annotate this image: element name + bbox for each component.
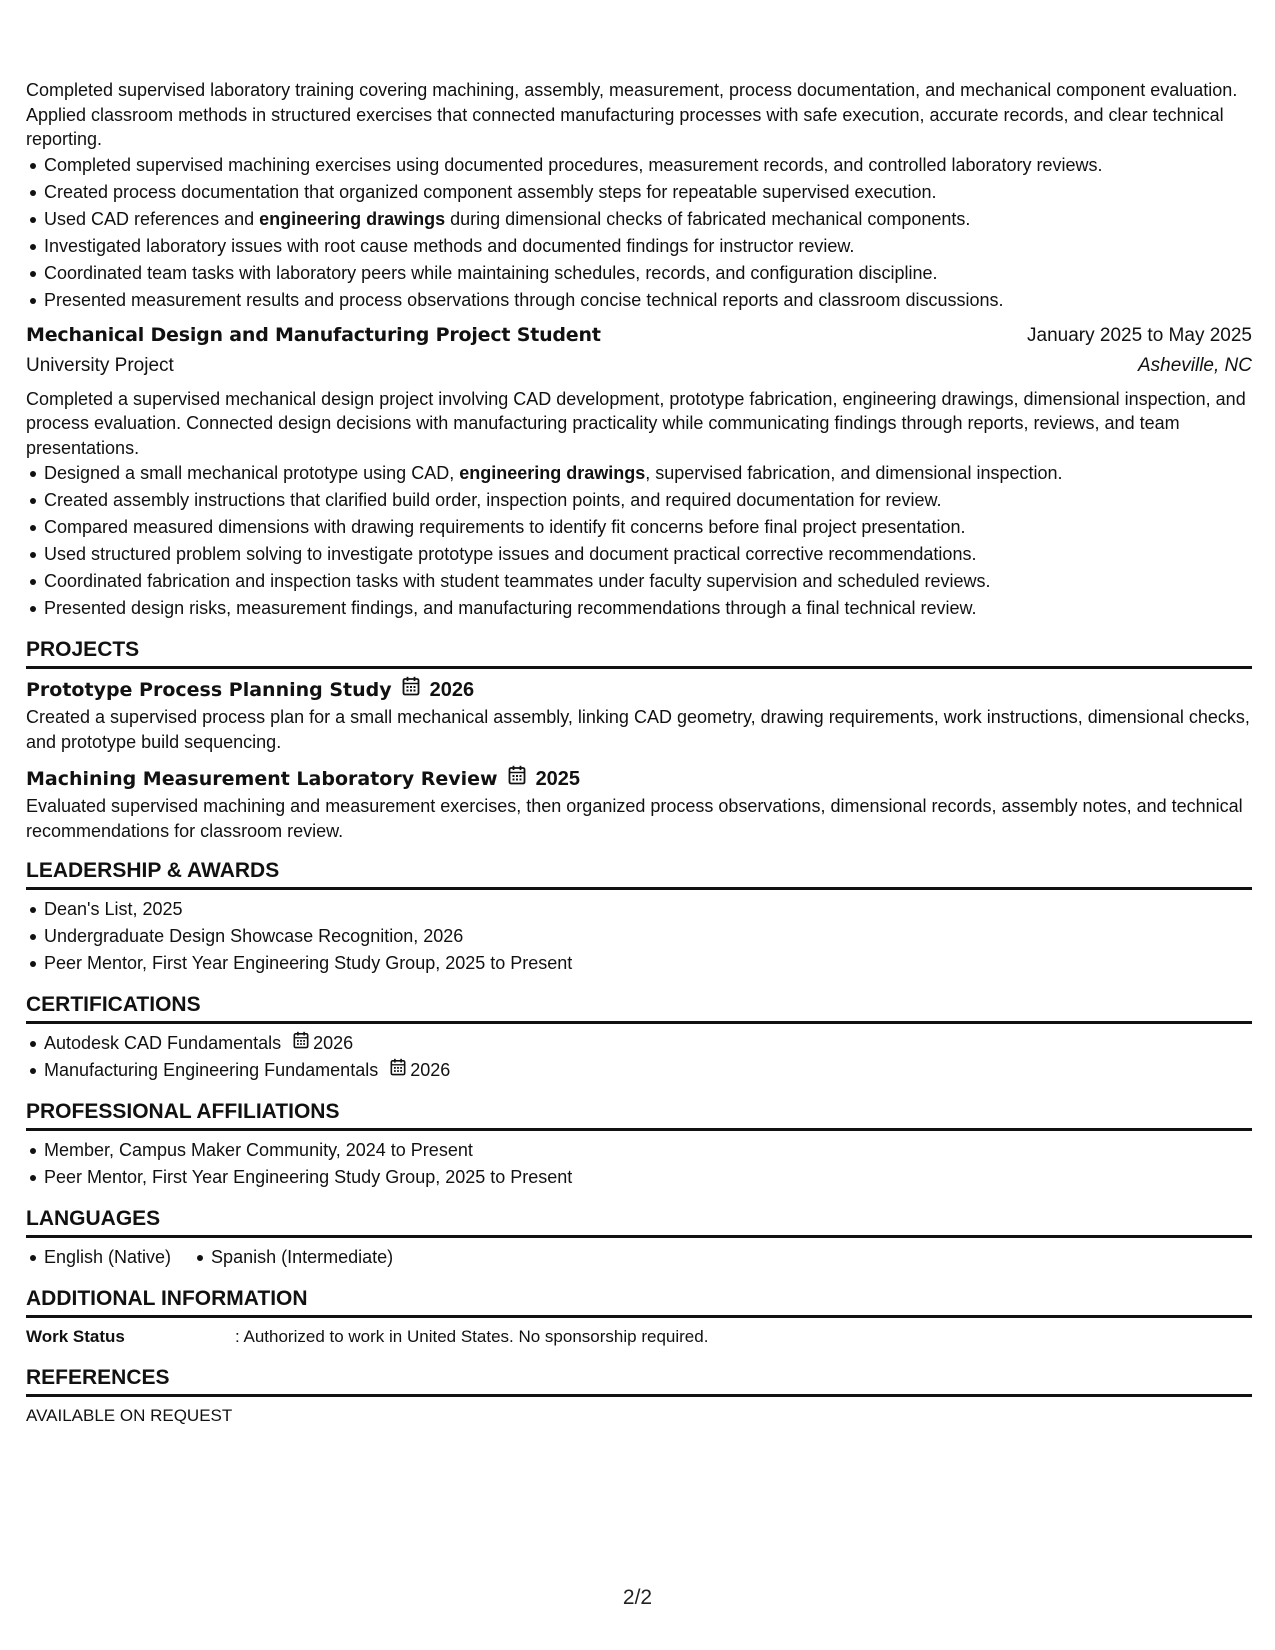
- affiliations-section: [26, 1098, 1252, 1191]
- project-name: Prototype Process Planning Study: [26, 679, 392, 701]
- affiliations-list: [26, 1137, 1252, 1191]
- work-status-value: : Authorized to work in United States. No sponsorship required.: [235, 1327, 709, 1346]
- text-segment: Designed a small mechanical prototype using CAD,: [44, 463, 460, 483]
- section-title: LANGUAGES: [26, 1205, 1252, 1238]
- list-item: Investigated laboratory issues with root cause methods and documented findings for instructor review.: [26, 233, 1252, 260]
- list-item: [26, 1030, 1252, 1057]
- project-name: Machining Measurement Laboratory Review: [26, 768, 498, 790]
- leadership-section: [26, 857, 1252, 977]
- lab-training-summary: Completed supervised laboratory training covering machining, assembly, measurement, process documentation, and mechanical component evaluation. Applied classroom methods in structured exercises that connected manufacturing processes with safe execution, accurate records, and clear technical reporting.: [26, 80, 1238, 149]
- list-item: Completed supervised machining exercises using documented procedures, measurement records, and controlled laboratory reviews.: [26, 152, 1252, 179]
- page-number: 2/2: [622, 1586, 653, 1609]
- text-segment: during dimensional checks of fabricated mechanical components.: [445, 208, 971, 229]
- list-item: Created process documentation that organized component assembly steps for repeatable supervised execution.: [26, 179, 1252, 206]
- list-item: [26, 206, 1252, 233]
- list-item: [26, 460, 1252, 487]
- bold-keyword: engineering drawings: [459, 463, 646, 483]
- list-item: Presented measurement results and process observations through concise technical reports and classroom discussions.: [26, 287, 1252, 314]
- certification-year: 2026: [410, 1060, 451, 1080]
- project-description: Evaluated supervised machining and measurement exercises, then organized process observations, dimensional records, assembly notes, and technical recommendations for classroom review.: [26, 796, 1243, 841]
- section-title: CERTIFICATIONS: [26, 991, 1252, 1024]
- lab-training-bullets: [26, 152, 1252, 314]
- role-title: Mechanical Design and Manufacturing Project Student: [26, 323, 601, 346]
- certification-name: Manufacturing Engineering Fundamentals: [44, 1060, 379, 1080]
- lab-training-block: [26, 78, 1252, 314]
- project-header: [26, 764, 1252, 794]
- calendar-icon: [508, 764, 526, 794]
- role-dates: January 2025 to May 2025: [1027, 324, 1252, 346]
- calendar-icon: [293, 1030, 309, 1057]
- calendar-icon: [390, 1057, 406, 1084]
- project-year: 2025: [535, 768, 581, 790]
- references-section: [26, 1364, 1252, 1429]
- work-status-row: [26, 1324, 1252, 1350]
- role-organization: University Project: [26, 354, 174, 376]
- section-title: PROJECTS: [26, 636, 1252, 669]
- list-item: Presented design risks, measurement findings, and manufacturing recommendations through a final technical review.: [26, 595, 1252, 622]
- section-title: ADDITIONAL INFORMATION: [26, 1285, 1252, 1318]
- certifications-section: [26, 991, 1252, 1084]
- work-status-label: Work Status: [26, 1327, 125, 1346]
- project-year: 2026: [429, 679, 475, 701]
- section-title: PROFESSIONAL AFFILIATIONS: [26, 1098, 1252, 1131]
- project-description: Created a supervised process plan for a small mechanical assembly, linking CAD geometry, drawing requirements, work instructions, dimensional checks, and prototype build sequencing.: [26, 707, 1250, 752]
- list-item: Member, Campus Maker Community, 2024 to Present: [26, 1137, 1252, 1164]
- certification-year: 2026: [313, 1033, 354, 1053]
- list-item: Peer Mentor, First Year Engineering Study Group, 2025 to Present: [26, 950, 1252, 977]
- role-header: [26, 320, 1252, 351]
- additional-info-section: [26, 1285, 1252, 1350]
- bold-keyword: engineering drawings: [259, 208, 446, 229]
- section-title: REFERENCES: [26, 1364, 1252, 1397]
- list-item: Dean's List, 2025: [26, 896, 1252, 923]
- role-bullets: [26, 460, 1252, 622]
- list-item: Undergraduate Design Showcase Recognition, 2026: [26, 923, 1252, 950]
- text-segment: , supervised fabrication, and dimensional inspection.: [645, 463, 1063, 483]
- certifications-list: [26, 1030, 1252, 1084]
- list-item: Coordinated team tasks with laboratory peers while maintaining schedules, records, and configuration discipline.: [26, 260, 1252, 287]
- text-segment: Used CAD references and: [44, 208, 260, 229]
- leadership-list: [26, 896, 1252, 977]
- project-header: [26, 675, 1252, 705]
- list-item: Peer Mentor, First Year Engineering Study Group, 2025 to Present: [26, 1164, 1252, 1191]
- certification-name: Autodesk CAD Fundamentals: [44, 1033, 282, 1053]
- list-item: English (Native): [26, 1244, 171, 1271]
- calendar-icon: [402, 675, 420, 705]
- languages-list: [26, 1244, 1252, 1271]
- list-item: Compared measured dimensions with drawing requirements to identify fit concerns before final project presentation.: [26, 514, 1252, 541]
- list-item: Used structured problem solving to investigate prototype issues and document practical corrective recommendations.: [26, 541, 1252, 568]
- role-subheader: [26, 351, 1252, 381]
- languages-section: [26, 1205, 1252, 1271]
- list-item: Spanish (Intermediate): [193, 1244, 393, 1271]
- references-text: AVAILABLE ON REQUEST: [26, 1406, 233, 1425]
- resume-page: [26, 78, 1252, 1429]
- project-role-block: [26, 320, 1252, 623]
- list-item: Coordinated fabrication and inspection tasks with student teammates under faculty supervision and scheduled reviews.: [26, 568, 1252, 595]
- role-summary: Completed a supervised mechanical design project involving CAD development, prototype fabrication, engineering drawings, dimensional inspection, and process evaluation. Connected design decisions with manufacturing practicality while communicating findings through reports, reviews, and team presentations.: [26, 388, 1246, 458]
- section-title: LEADERSHIP & AWARDS: [26, 857, 1252, 890]
- list-item: Created assembly instructions that clarified build order, inspection points, and required documentation for review.: [26, 487, 1252, 514]
- role-location: Asheville, NC: [1137, 354, 1252, 376]
- list-item: [26, 1057, 1252, 1084]
- projects-section: [26, 636, 1252, 843]
